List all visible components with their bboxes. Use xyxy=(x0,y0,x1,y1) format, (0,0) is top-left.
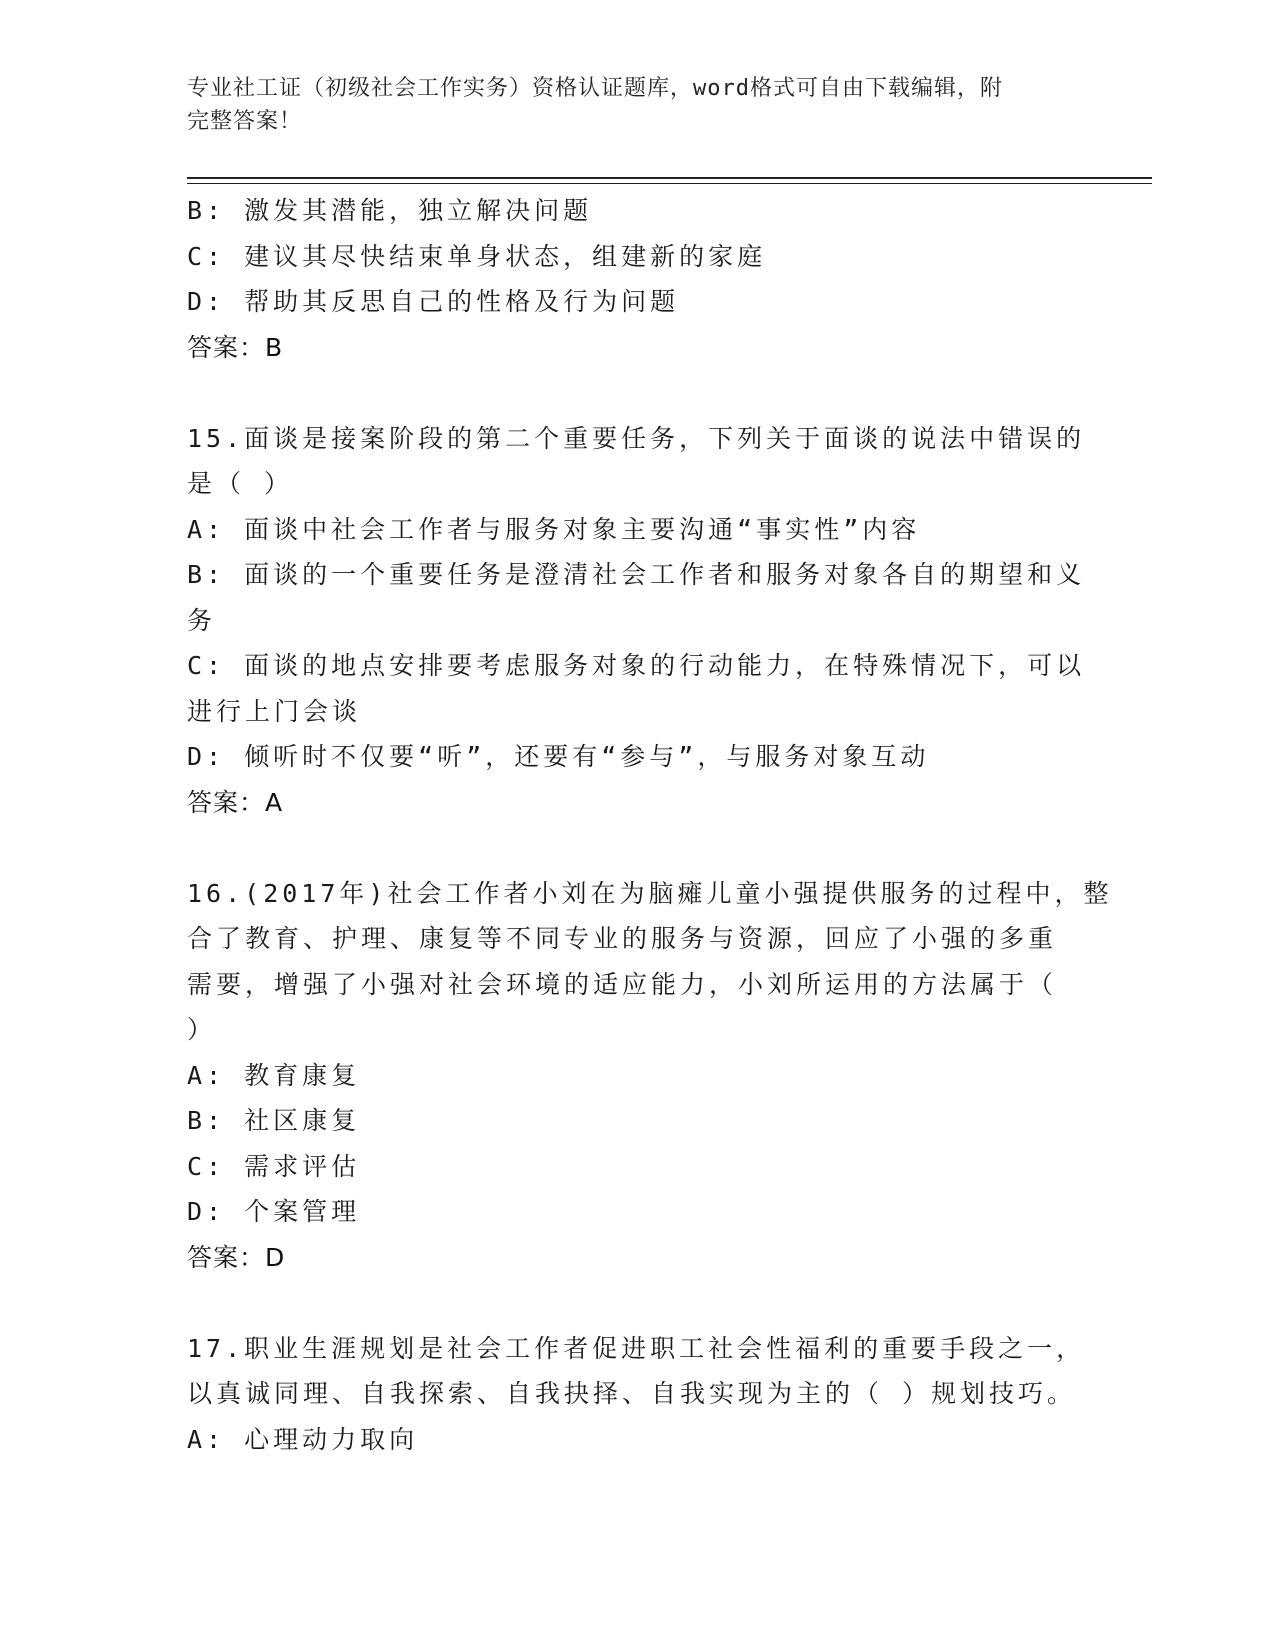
q14-answer: 答案：B xyxy=(187,332,284,362)
q17-stem-line-2: 以真诚同理、自我探索、自我抉择、自我实现为主的（ ）规划技巧。 xyxy=(187,1379,1077,1408)
spacer xyxy=(187,1280,1087,1326)
q16-answer: 答案：D xyxy=(187,1242,286,1272)
question-17 xyxy=(187,1326,1087,1463)
question-15 xyxy=(187,416,1087,826)
q16-stem-line-4: ） xyxy=(187,1015,217,1044)
q15-option-a: A: 面谈中社会工作者与服务对象主要沟通“事实性”内容 xyxy=(187,514,921,544)
q16-stem-line-3: 需要，增强了小强对社会环境的适应能力，小刘所运用的方法属于（ xyxy=(187,969,1058,999)
q16-option-d: D: 个案管理 xyxy=(187,1197,361,1226)
q15-option-c-line-2: 进行上门会谈 xyxy=(187,696,362,726)
q16-stem-line-1: 16.(2017年)社会工作者小刘在为脑瘫儿童小强提供服务的过程中，整 xyxy=(187,878,1113,908)
header-divider-thick xyxy=(187,177,1152,179)
q15-option-b-line-2: 务 xyxy=(187,605,217,635)
q15-answer: 答案：A xyxy=(187,787,284,817)
spacer xyxy=(187,825,1087,871)
question-16 xyxy=(187,871,1113,1281)
q16-option-a: A: 教育康复 xyxy=(187,1060,361,1090)
q15-option-c-line-1: C: 面谈的地点安排要考虑服务对象的行动能力，在特殊情况下，可以 xyxy=(187,651,1086,680)
q14-option-b: B: 激发其潜能，独立解决问题 xyxy=(187,196,593,225)
header-title-line-2: 完整答案！ xyxy=(187,109,303,134)
q16-option-b: B: 社区康复 xyxy=(187,1106,361,1135)
q14-option-d: D: 帮助其反思自己的性格及行为问题 xyxy=(187,287,680,316)
q16-option-c: C: 需求评估 xyxy=(187,1151,361,1181)
q15-stem-line-2: 是（ ） xyxy=(187,469,294,498)
q16-stem-line-2: 合了教育、护理、康复等不同专业的服务与资源，回应了小强的多重 xyxy=(187,924,1058,953)
q17-option-a: A: 心理动力取向 xyxy=(187,1424,419,1454)
q17-stem-line-1: 17.职业生涯规划是社会工作者促进职工社会性福利的重要手段之一， xyxy=(187,1333,1086,1363)
q15-option-d: D: 倾听时不仅要“听”，还要有“参与”，与服务对象互动 xyxy=(187,742,930,771)
header-title-line-1: 专业社工证（初级社会工作实务）资格认证题库，word格式可自由下载编辑，附 xyxy=(187,76,1003,101)
q15-option-b-line-1: B: 面谈的一个重要任务是澄清社会工作者和服务对象各自的期望和义 xyxy=(187,560,1086,589)
q14-option-c: C: 建议其尽快结束单身状态，组建新的家庭 xyxy=(187,241,767,271)
spacer xyxy=(187,370,1087,416)
page-header xyxy=(187,72,1067,138)
header-divider-thin xyxy=(187,183,1152,184)
question-list xyxy=(187,188,1113,1462)
question-14 xyxy=(187,188,1087,370)
q15-stem-line-1: 15.面谈是接案阶段的第二个重要任务，下列关于面谈的说法中错误的 xyxy=(187,423,1086,453)
